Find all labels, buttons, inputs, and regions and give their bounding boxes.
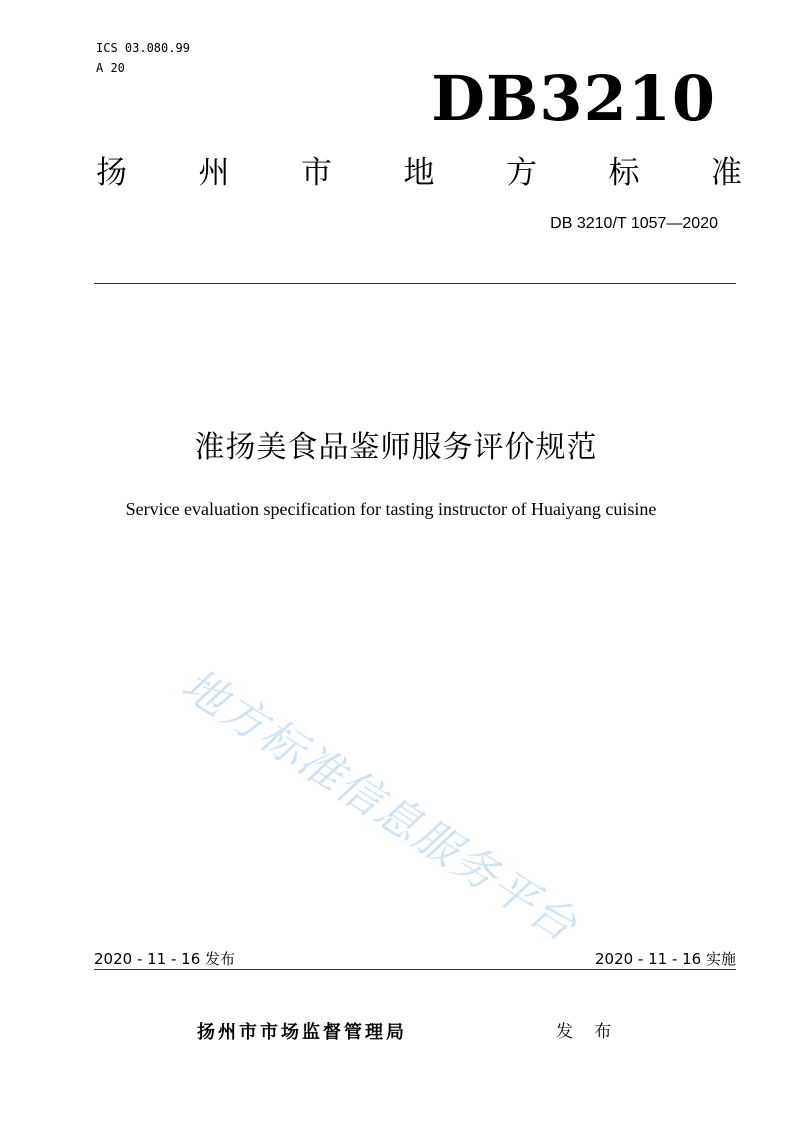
implement-date: 2020 - 11 - 16 实施 bbox=[594, 950, 736, 968]
standard-type-char: 地 bbox=[403, 155, 435, 191]
publisher-name: 扬州市市场监督管理局 bbox=[197, 1022, 407, 1043]
standard-type-heading bbox=[96, 153, 742, 193]
watermark: 地方标准信息服务平台 bbox=[172, 659, 587, 953]
document-title-chinese: 淮扬美食品鉴师服务评价规范 bbox=[194, 430, 598, 465]
document-title-english: Service evaluation specification for tasting instructor of Huaiyang cuisine bbox=[125, 499, 657, 519]
standard-type-char: 准 bbox=[711, 155, 742, 191]
date-row bbox=[94, 949, 736, 969]
issue-date: 2020 - 11 - 16 发布 bbox=[94, 950, 236, 968]
bottom-divider bbox=[94, 969, 736, 970]
standard-type-char: 方 bbox=[506, 155, 537, 191]
standard-type-char: 州 bbox=[198, 155, 230, 191]
standard-number: DB 3210/T 1057—2020 bbox=[550, 215, 718, 232]
ics-code: ICS 03.080.99 bbox=[96, 41, 190, 55]
publish-label: 发 布 bbox=[556, 1022, 620, 1042]
db-code-title: DB3210 bbox=[431, 62, 716, 135]
standard-type-char: 市 bbox=[301, 155, 332, 191]
standard-type-char: 扬 bbox=[96, 155, 127, 191]
top-divider bbox=[94, 283, 736, 284]
ccs-code: A 20 bbox=[96, 61, 125, 75]
standard-type-char: 标 bbox=[608, 155, 640, 191]
